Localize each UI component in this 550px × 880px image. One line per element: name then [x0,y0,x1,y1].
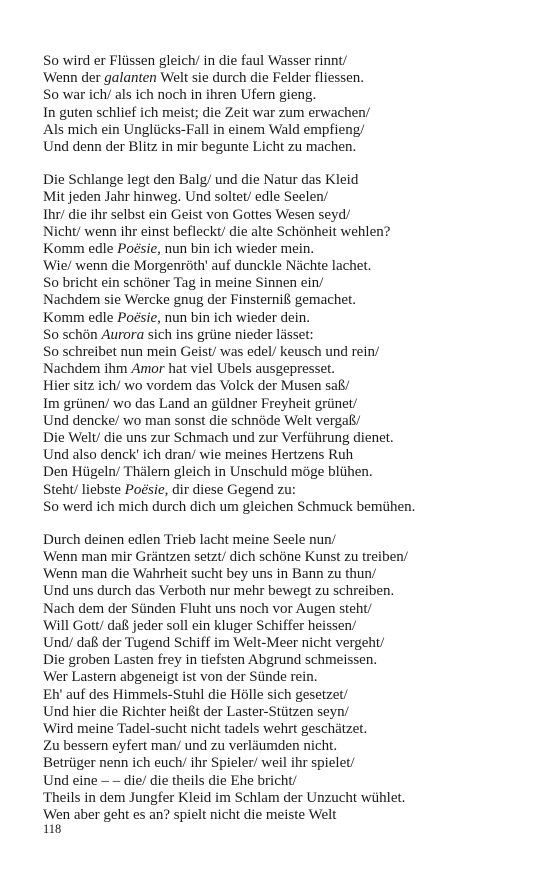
italic-word: Poësie, [117,309,161,326]
italic-word: galanten [104,70,157,87]
poem-line: Wenn man mir Gräntzen setzt/ dich schöne Kunst zu treiben/ [43,549,408,566]
italic-word: Aurora [101,326,145,343]
poem-line: Nach dem der Sünden Fluht uns noch vor Augen steht/ [43,600,372,617]
poem-line: Wen aber geht es an? spielt nicht die meiste Welt [43,806,337,823]
poem-line: Nachdem ihm Amor hat viel Ubels ausgepresset. [43,361,336,378]
poem-line: Komm edle Poësie, nun bin ich wieder dein. [43,309,311,326]
poem-line: Nicht/ wenn ihr einst befleckt/ die alte Schönheit wehlen? [43,223,391,240]
poem-line: In guten schlief ich meist; die Zeit war zum erwachen/ [43,104,370,121]
poem-line: Durch deinen edlen Trieb lacht meine Seele nun/ [43,531,336,548]
italic-word: Amor [131,361,165,378]
poem-line: Zu bessern eyfert man/ und zu verläumden nicht. [43,738,338,755]
poem-line: Den Hügeln/ Thälern gleich in Unschuld möge blühen. [43,464,373,481]
poem-line: Mit jeden Jahr hinweg. Und soltet/ edle Seelen/ [43,189,328,206]
page-number: 118 [43,822,62,836]
poem-line: Als mich ein Unglücks-Fall in einem Wald empfieng/ [43,121,365,138]
poem-line: Wird meine Tadel-sucht nicht tadels wehrt geschätzet. [43,720,368,737]
poem-line: Hier sitz ich/ wo vordem das Volck der Musen saß/ [43,378,350,395]
poem-line: Und denn der Blitz in mir begunte Licht zu machen. [43,138,357,155]
poem-line: Betrüger nenn ich euch/ ihr Spieler/ weil ihr spielet/ [43,755,355,772]
poem-line: Steht/ liebste Poësie, dir diese Gegend zu: [43,481,296,498]
poem-line: Und dencke/ wo man sonst die schnöde Welt vergaß/ [43,412,361,429]
poem-line: Die Schlange legt den Balg/ und die Natur das Kleid [43,172,359,189]
poem-line: Und hier die Richter heißt der Laster-Stützen seyn/ [43,703,349,720]
poem-line: So war ich/ als ich noch in ihren Ufern gieng. [43,87,317,104]
poem-line: Und uns durch das Verboth nur mehr bewegt zu schreiben. [43,583,395,600]
poem-line: Und/ daß der Tugend Schiff im Welt-Meer nicht vergeht/ [43,635,385,651]
poem-line: So wird er Flüssen gleich/ in die faul Wasser rinnt/ [43,53,347,69]
poem-line: Wer Lastern abgeneigt ist von der Sünde rein. [43,669,318,686]
stanza-2 [43,172,533,516]
poem-line: So schreibet nun mein Geist/ was edel/ keusch und rein/ [43,344,380,360]
poem-line: Komm edle Poësie, nun bin ich wieder mein. [43,240,315,257]
poem-line: So bricht ein schöner Tag in meine Sinnen ein/ [43,275,324,292]
poem-line: Wie/ wenn die Morgenröth' auf dunckle Nächte lachet. [43,258,372,275]
poem-line: Will Gott/ daß jeder soll ein kluger Schiffer heissen/ [43,617,357,634]
poem-line: Und also denck' ich dran/ wie meines Hertzens Ruh [43,447,354,464]
poem-line: So werd ich mich durch dich um gleichen Schmuck bemühen. [43,498,416,515]
poem-line: Theils in dem Jungfer Kleid im Schlam der Unzucht wühlet. [43,789,406,806]
poem-line: Und eine – – die/ die theils die Ehe bricht/ [43,772,297,789]
stanza-3 [43,532,533,824]
poem-line: Eh' auf des Himmels-Stuhl die Hölle sich gesetzet/ [43,686,348,703]
poem-line: Die groben Lasten frey in tiefsten Abgrund schmeissen. [43,652,378,669]
italic-word: Poësie, [124,481,169,498]
poem-line: Ihr/ die ihr selbst ein Geist von Gottes Wesen seyd/ [43,206,351,223]
poem-line: So schön Aurora sich ins grüne nieder lässet: [43,326,314,343]
poem-line: Nachdem sie Wercke gnug der Finsterniß gemachet. [43,292,356,309]
poem-line: Wenn der galanten Welt sie durch die Felder fliessen. [43,70,364,87]
italic-word: Poësie, [117,240,161,257]
stanza-1 [43,53,533,156]
poem-page [43,53,533,824]
poem-line: Die Welt/ die uns zur Schmach und zur Verführung dienet. [43,429,394,446]
poem-line: Im grünen/ wo das Land an güldner Freyheit grünet/ [43,395,358,412]
poem-line: Wenn man die Wahrheit sucht bey uns in Bann zu thun/ [43,566,377,583]
